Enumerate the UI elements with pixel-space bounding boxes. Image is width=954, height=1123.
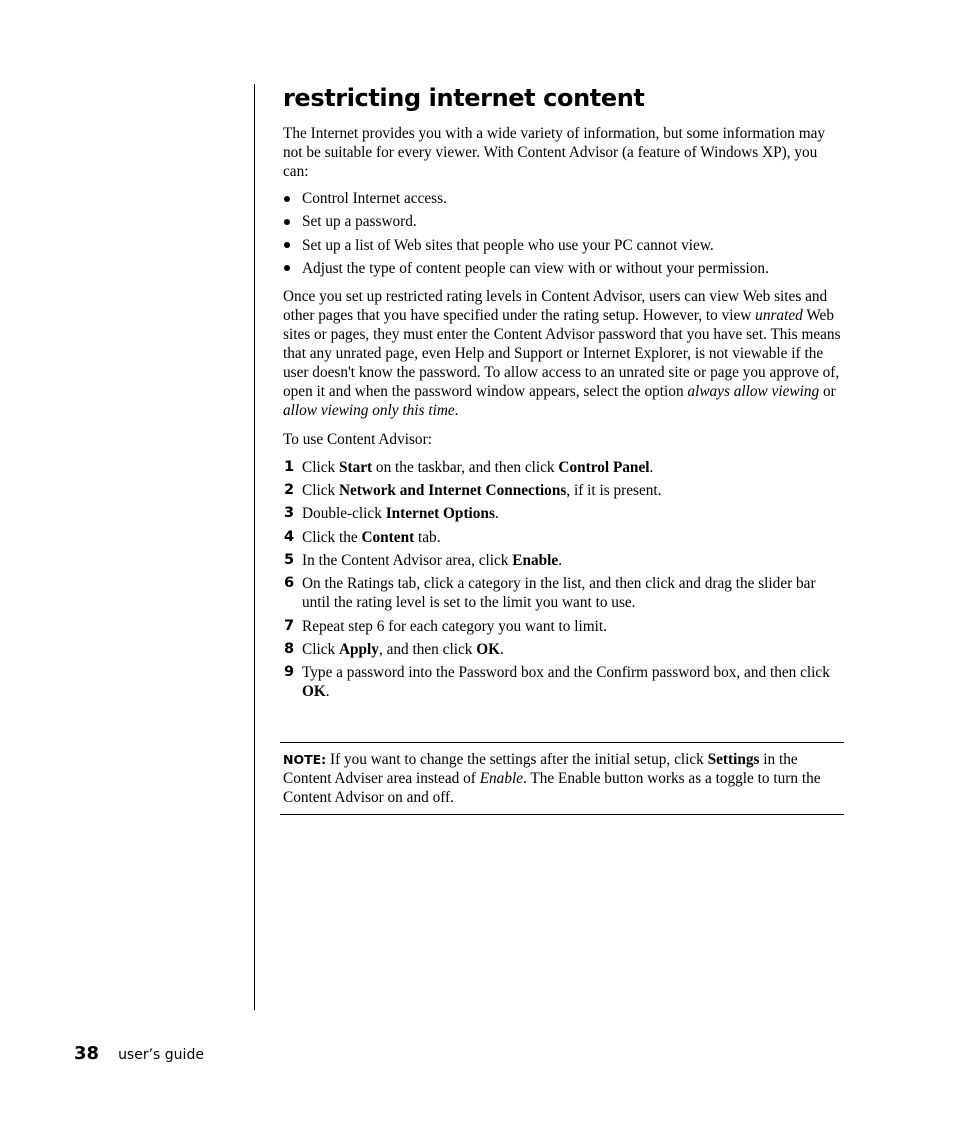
to-use-label: To use Content Advisor: [283,430,432,448]
step-item: 4 Click the Content tab. [284,528,441,546]
note-box: NOTE: If you want to change the settings after the initial setup, click Settings in the Content Adviser area instead of Enable. The Enable button works as a toggle to turn the Content Advisor on and off. [280,742,844,815]
main-content [283,84,845,706]
page-number: 38 [74,1043,100,1064]
intro-paragraph: The Internet provides you with a wide variety of information, but some information may not be suitable for every viewer. With Content Advisor (a feature of Windows XP), you can: [283,125,826,180]
list-item: Adjust the type of content people can view with or without your permission. [283,259,845,278]
step-item: 7 Repeat step 6 for each category you want to limit. [284,617,607,635]
list-item: Control Internet access. [283,189,845,208]
step-number: 2 [284,482,295,499]
step-number: 3 [284,505,295,522]
step-number: 4 [284,528,295,545]
step-number: 9 [284,664,295,681]
step-number: 8 [284,640,295,657]
step-item: 5 In the Content Advisor area, click Enable. [284,552,563,570]
step-item: 8 Click Apply, and then click OK. [284,640,504,658]
page-title: restricting internet content [283,84,645,112]
step-item: 2 Click Network and Internet Connections, if it is present. [284,482,662,500]
page-footer [74,1043,204,1064]
feature-list [283,189,845,278]
bullet-icon [284,196,290,202]
list-item: Set up a password. [283,212,845,231]
step-number: 1 [284,458,295,475]
step-item: 6 On the Ratings tab, click a category in the list, and then click and drag the slider bar until the rating level is set to the limit you want to use. [284,575,816,612]
list-item: Set up a list of Web sites that people who use your PC cannot view. [283,236,845,255]
steps-list [283,458,845,701]
bullet-icon [284,219,290,225]
step-item: 1 Click Start on the taskbar, and then click Control Panel. [284,458,654,476]
bullet-icon [284,265,290,271]
guide-title: user’s guide [118,1047,204,1063]
note-label: NOTE: [283,752,327,767]
step-item: 9 Type a password into the Password box and the Confirm password box, and then click OK. [284,664,830,701]
step-item: 3 Double-click Internet Options. [284,505,499,523]
bullet-icon [284,242,290,248]
step-number: 5 [284,552,295,569]
rating-paragraph: Once you set up restricted rating levels in Content Advisor, users can view Web sites and other pages that you have specified under the rating setup. However, to view unrated Web sites or pages, they must enter the Content Advisor password that you have set. This means that any unrated page, even Help and Support or Internet Explorer, is not viewable if the user doesn't know the password. To allow access to an unrated site or page you approve of, open it and when the password window appears, select the option always allow viewing or allow viewing only this time. [283,288,841,420]
margin-rule [254,84,255,1010]
step-number: 6 [284,575,295,592]
step-number: 7 [284,617,295,634]
